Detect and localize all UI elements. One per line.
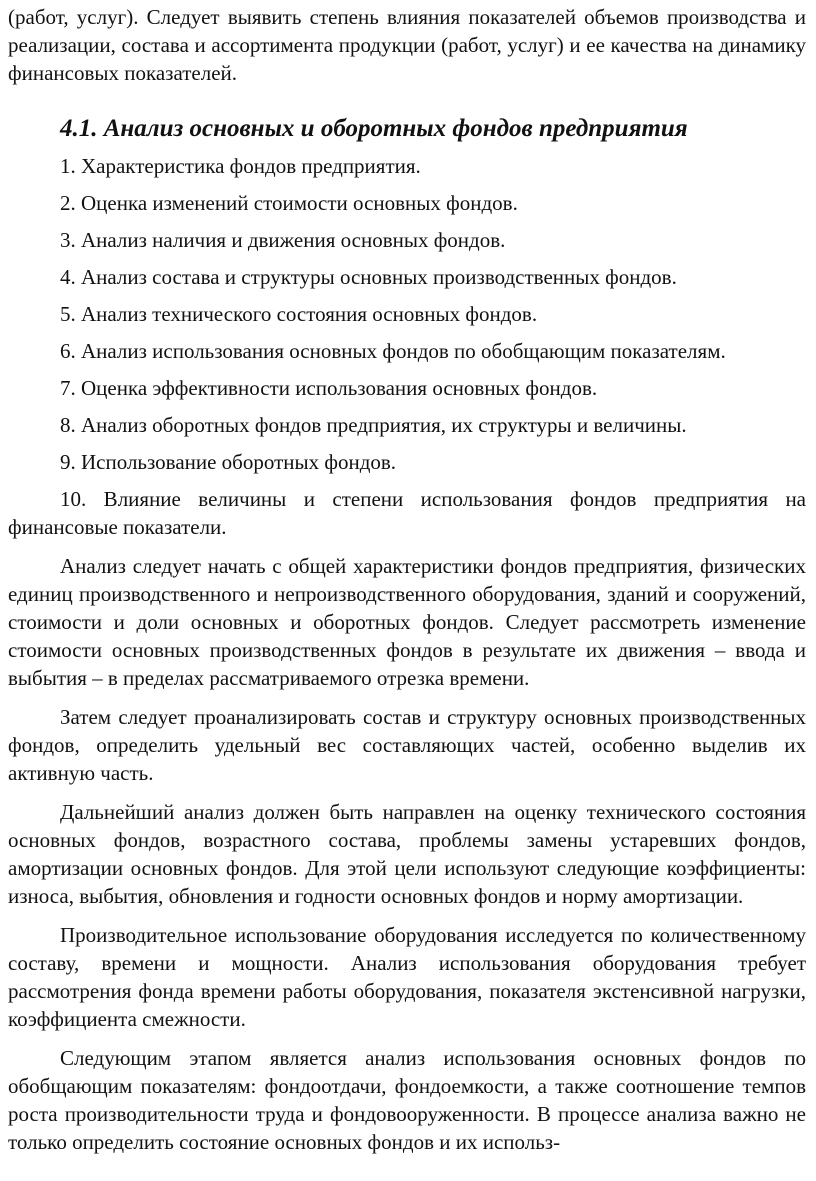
list-item-5: 5. Анализ технического состояния основных фондов. (60, 302, 538, 326)
list-item-10: 10. Влияние величины и степени использования фондов предприятия на финансовые показатели. (8, 487, 806, 539)
list-item-1: 1. Характеристика фондов предприятия. (60, 154, 421, 178)
section-title: 4.1. Анализ основных и оборотных фондов предприятия (60, 115, 688, 142)
body-paragraph-2: Затем следует проанализировать состав и структуру основных производственных фондов, определить удельный вес составляющих частей, особенно выделив их активную часть. (8, 705, 806, 785)
body-paragraph-5: Следующим этапом является анализ использования основных фондов по обобщающим показателям: фондоотдачи, фондоемкости, а также соотношение темпов роста производительности труда и фондовооруженности. В процессе анализа важно не только определить состояние основных фондов и их использ- (8, 1046, 806, 1154)
body-paragraph-1: Анализ следует начать с общей характеристики фондов предприятия, физических единиц производственного и непроизводственного оборудования, зданий и сооружений, стоимости и доли основных и оборотных фондов. Следует рассмотреть изменение стоимости основных производственных фондов в результате их движения – ввода и выбытия – в пределах рассматриваемого отрезка времени. (8, 554, 806, 690)
list-item-9: 9. Использование оборотных фондов. (60, 450, 397, 474)
list-item-7: 7. Оценка эффективности использования основных фондов. (60, 376, 598, 400)
body-paragraph-4: Производительное использование оборудования исследуется по количественному составу, времени и мощности. Анализ использования оборудования требует рассмотрения фонда времени работы оборудования, показателя экстенсивной нагрузки, коэффициента смежности. (8, 923, 806, 1031)
list-item-6: 6. Анализ использования основных фондов по обобщающим показателям. (60, 339, 726, 363)
list-item-2: 2. Оценка изменений стоимости основных фондов. (60, 191, 518, 215)
list-item-4: 4. Анализ состава и структуры основных производственных фондов. (60, 265, 677, 289)
list-item-3: 3. Анализ наличия и движения основных фондов. (60, 228, 506, 252)
body-paragraph-3: Дальнейший анализ должен быть направлен на оценку технического состояния основных фондов, возрастного состава, проблемы замены устаревших фондов, амортизации основных фондов. Для этой цели используют следующие коэффициенты: износа, выбытия, обновления и годности основных фондов и норму амортизации. (8, 800, 806, 908)
intro-paragraph: (работ, услуг). Следует выявить степень влияния показателей объемов производства и реализации, состава и ассортимента продукции (работ, услуг) и ее качества на динамику финансовых показателей. (8, 5, 806, 85)
list-item-8: 8. Анализ оборотных фондов предприятия, их структуры и величины. (60, 413, 687, 437)
